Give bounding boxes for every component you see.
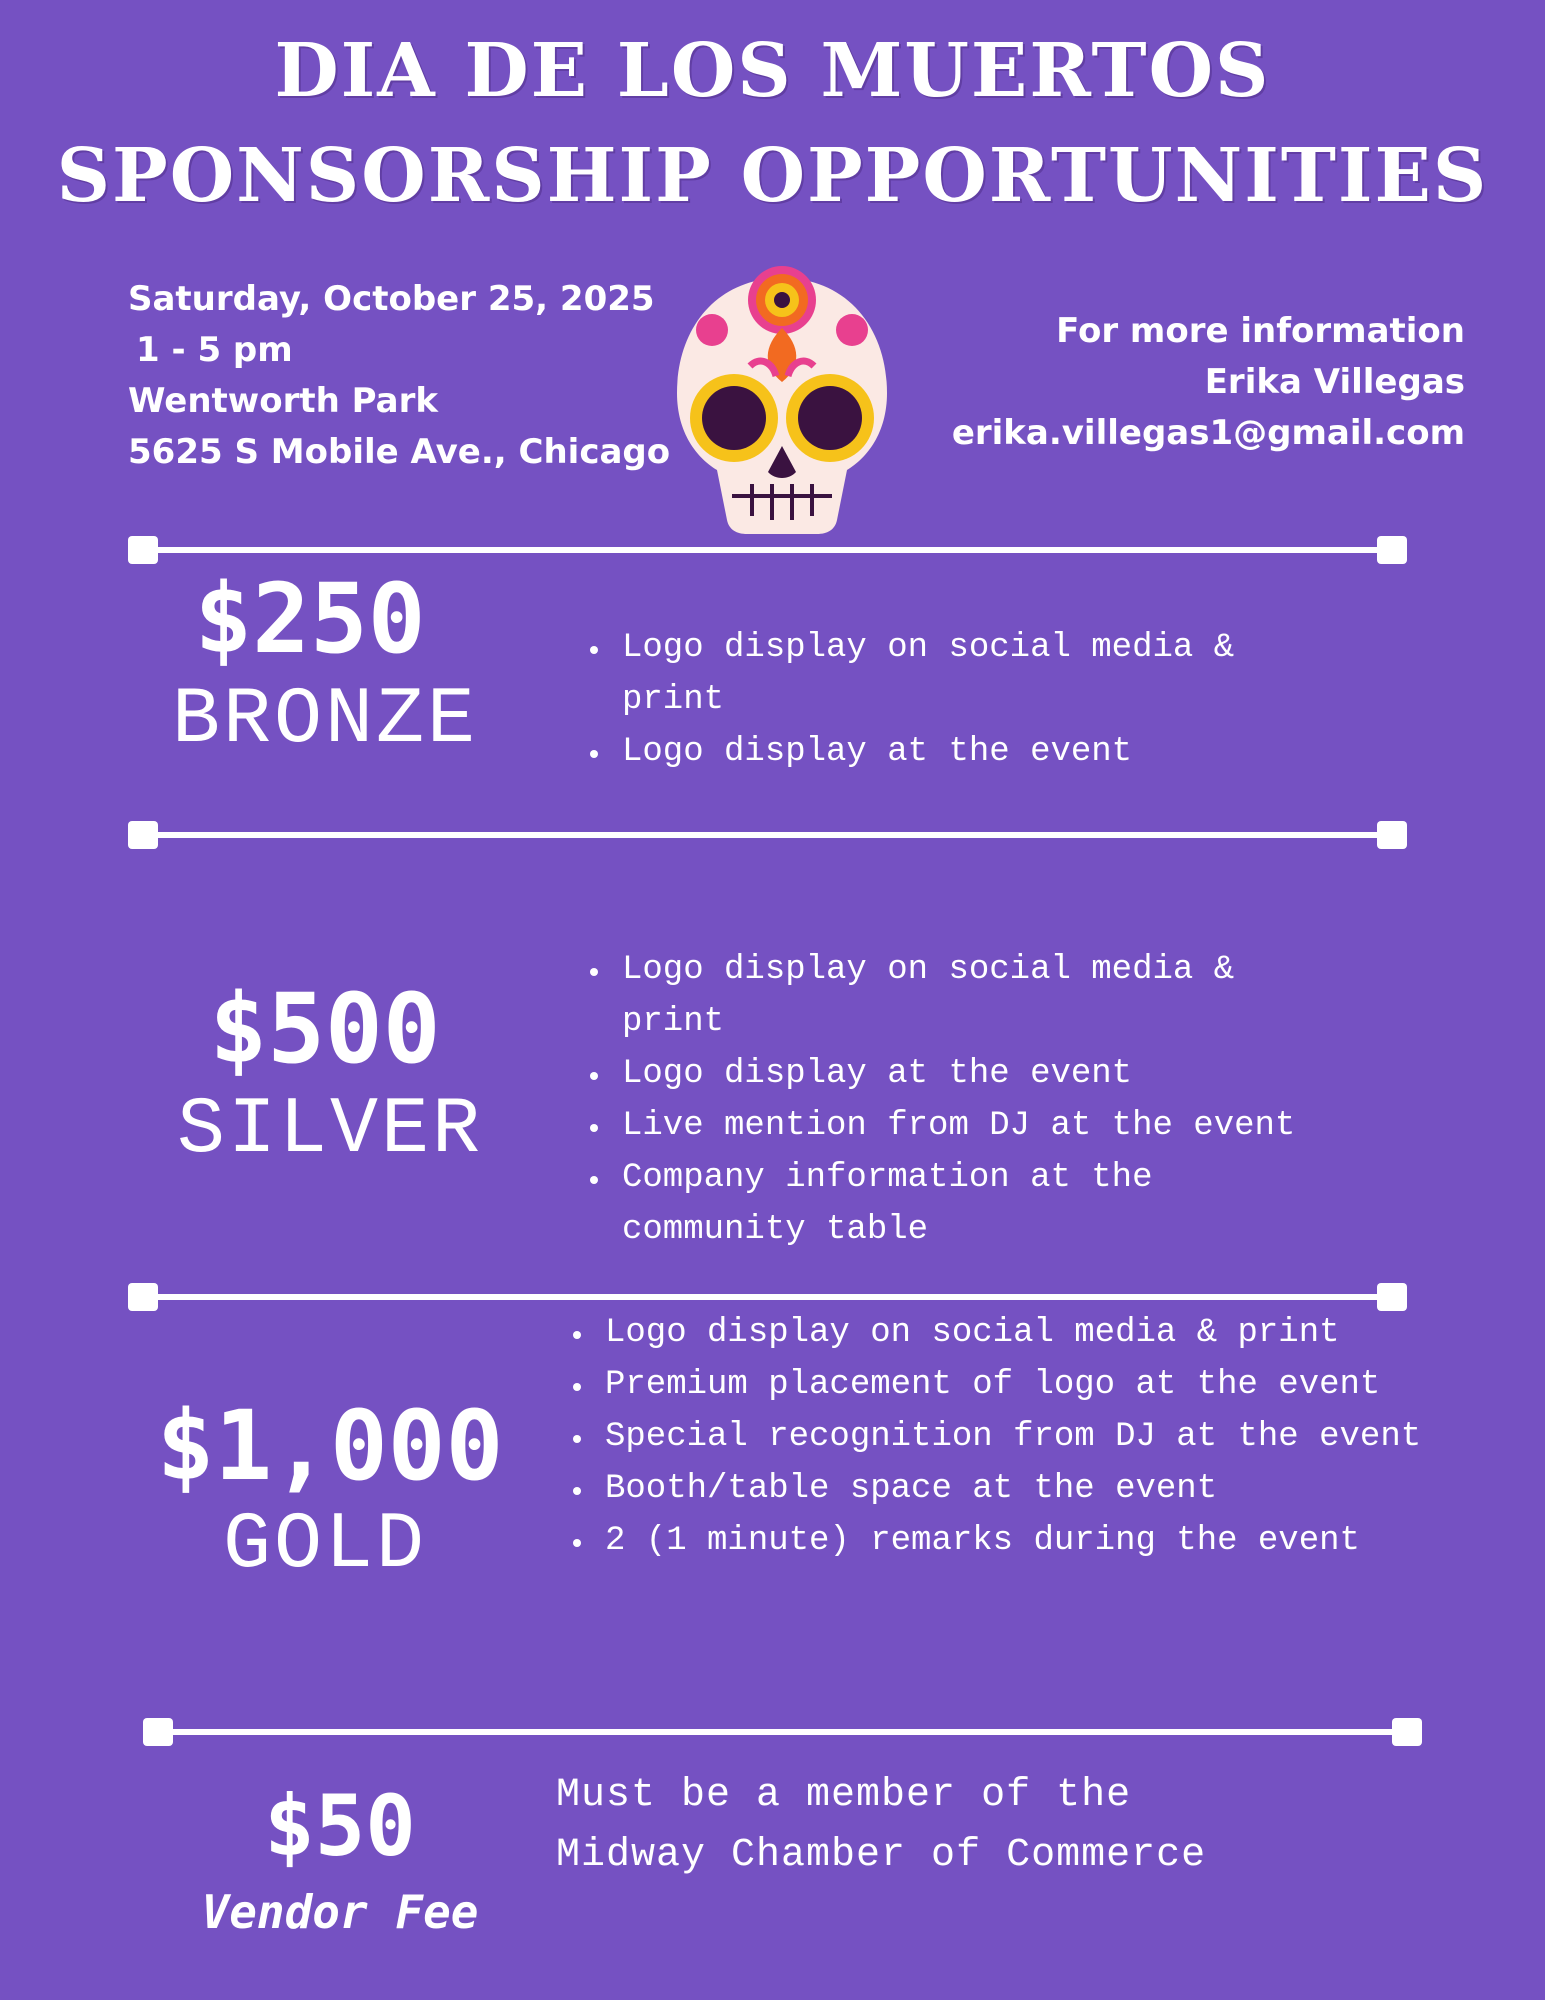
- event-address: 5625 S Mobile Ave., Chicago: [128, 432, 671, 472]
- event-time: 1 - 5 pm: [136, 330, 293, 370]
- silver-price: $500: [209, 973, 441, 1085]
- divider-3: [130, 1294, 1405, 1300]
- gold-benefit: Premium placement of logo at the event: [565, 1359, 1465, 1411]
- bronze-price: $250: [194, 563, 426, 675]
- vendor-note-line-1: Must be a member of the: [556, 1773, 1132, 1818]
- contact-label: For more information: [1056, 311, 1465, 351]
- title-line-2: SPONSORSHIP OPPORTUNITIES: [56, 133, 1489, 219]
- event-date: Saturday, October 25, 2025: [128, 279, 655, 319]
- gold-benefits: [565, 1307, 1465, 1567]
- gold-tier-name: GOLD: [222, 1500, 428, 1591]
- silver-tier-name: SILVER: [176, 1085, 484, 1176]
- gold-benefit: 2 (1 minute) remarks during the event: [565, 1515, 1465, 1567]
- vendor-fee-label: Vendor Fee: [201, 1885, 479, 1939]
- divider-4: [145, 1729, 1420, 1735]
- gold-price: $1,000: [156, 1390, 504, 1502]
- divider-2: [130, 832, 1405, 838]
- contact-name: Erika Villegas: [1204, 362, 1465, 402]
- bronze-benefits: [582, 622, 1342, 778]
- contact-email[interactable]: erika.villegas1@gmail.com: [951, 413, 1465, 453]
- gold-benefit: Special recognition from DJ at the event: [565, 1411, 1465, 1463]
- silver-benefit: Logo display on social media & print: [582, 944, 1422, 1048]
- title-line-1: DIA DE LOS MUERTOS: [274, 28, 1271, 114]
- bronze-tier-name: BRONZE: [171, 675, 479, 766]
- vendor-price: $50: [264, 1777, 416, 1875]
- silver-benefit: Live mention from DJ at the event: [582, 1100, 1422, 1152]
- silver-benefit: Company information at the community table: [582, 1152, 1422, 1256]
- bronze-benefit: Logo display on social media & print: [582, 622, 1342, 726]
- event-details: [128, 274, 670, 478]
- event-venue: Wentworth Park: [128, 381, 438, 421]
- silver-benefit: Logo display at the event: [582, 1048, 1422, 1100]
- divider-1: [130, 547, 1405, 553]
- sugar-skull-icon: [672, 258, 892, 538]
- contact-info: [952, 306, 1465, 459]
- vendor-requirement: [556, 1766, 1206, 1886]
- vendor-note-line-2: Midway Chamber of Commerce: [556, 1833, 1207, 1878]
- gold-benefit: Booth/table space at the event: [565, 1463, 1465, 1515]
- gold-benefit: Logo display on social media & print: [565, 1307, 1465, 1359]
- silver-benefits: [582, 944, 1422, 1256]
- bronze-benefit: Logo display at the event: [582, 726, 1342, 778]
